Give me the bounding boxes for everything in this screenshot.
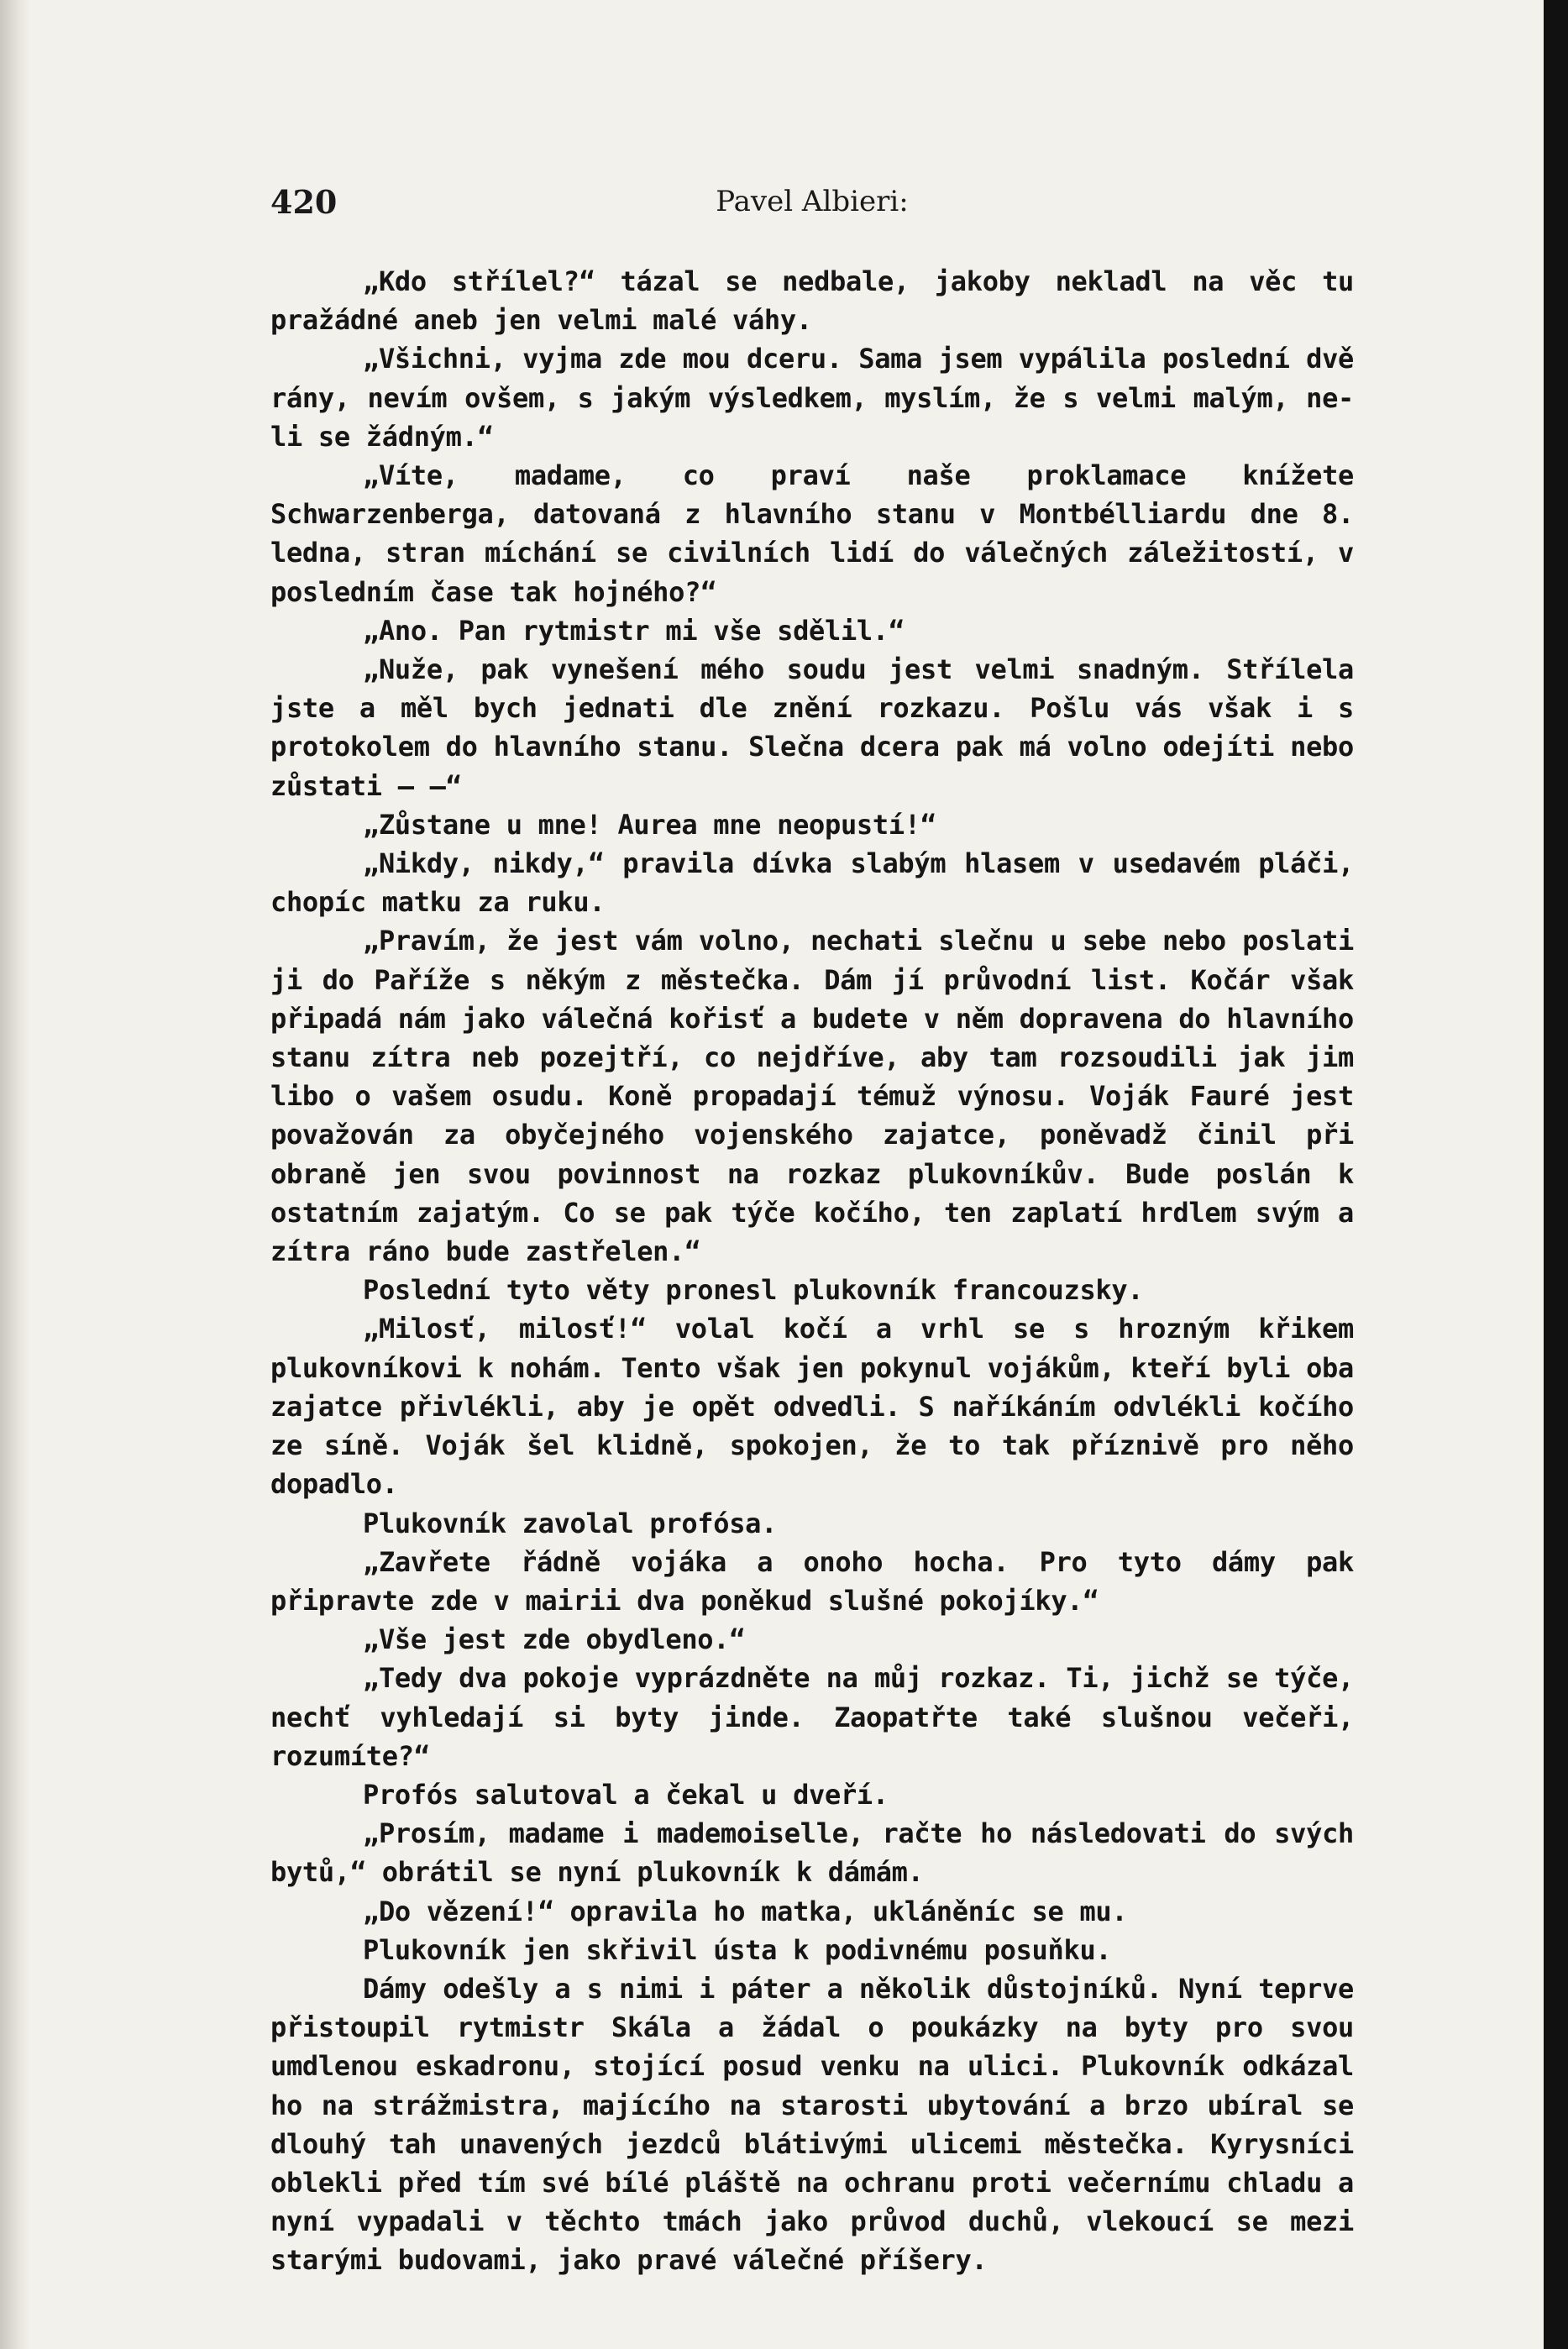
paragraph: Poslední tyto věty pronesl plukovník francouzsky. [363,1274,1144,1307]
paragraph: „Nuže, pak vynešení mého soudu jest velmi snadným. Střílela jste a měl bych jednati dle znění rozkazu. Pošlu vás však i s protokolem do hlavního stanu. Slečna dcera pak má volno odejíti nebo zůstati — —“ [270,653,1354,802]
paragraph: „Ano. Pan rytmistr mi vše sdělil.“ [363,614,905,647]
binding-shadow [0,0,30,2349]
paragraph: „Pravím, že jest vám volno, nechati slečnu u sebe nebo poslati ji do Paříže s někým z městečka. Dám jí průvodní list. Kočár však připadá nám jako válečná kořisť a budete v něm dopravena do hlavního stanu zítra neb pozejtří, co nejdříve, aby tam rozsoudili jak jim libo o vašem osudu. Koně propadají témuž výnosu. Voják Fauré jest považován za obyčejného vojenského zajatce, poněvadž činil při obraně jen svou povinnost na rozkaz plukovníkův. Bude poslán k ostatním zajatým. Co se pak týče kočího, ten zaplatí hrdlem svým a zítra ráno bude zastřelen.“ [270,925,1354,1268]
paragraph: „Kdo střílel?“ tázal se nedbale, jakoby nekladl na věc tu pražádné aneb jen velmi malé váhy. [270,265,1354,337]
paragraph: Profós salutoval a čekal u dveří. [363,1778,889,1811]
paragraph: „Všichni, vyjma zde mou dceru. Sama jsem vypálila poslední dvě rány, nevím ovšem, s jakým výsledkem, myslím, že s velmi malým, ne-li se žádným.“ [270,343,1354,453]
paragraph: „Milosť, milosť!“ volal kočí a vrhl se s hrozným křikem plukovníkovi k nohám. Tento však jen pokynul vojákům, kteří byli oba zajatce přivlékli, aby je opět odvedli. S naříkáním odvlékli kočího ze síně. Voják šel klidně, spokojen, že to tak příznivě pro něho dopadlo. [270,1313,1354,1501]
paragraph: „Víte, madame, co praví naše proklamace knížete Schwarzenberga, datovaná z hlavního stanu v Montbélliardu dne 8. ledna, stran míchání se civilních lidí do válečných záležitostí, v posledním čase tak hojného?“ [270,459,1354,608]
paragraph: „Tedy dva pokoje vyprázdněte na můj rozkaz. Ti, jichž se týče, nechť vyhledají si byty jinde. Zaopatřte také slušnou večeři, rozumíte?“ [270,1662,1354,1772]
paragraph: „Do vězení!“ opravila ho matka, ukláněníc se mu. [363,1895,1128,1927]
paragraph: Dámy odešly a s nimi i páter a několik důstojníků. Nyní teprve přistoupil rytmistr Skála a žádal o poukázky na byty pro svou umdlenou eskadronu, stojící posud venku na ulici. Plukovník odkázal ho na strážmistra, majícího na starosti ubytování a brzo ubíral se dlouhý tah unavených jezdců blátivými ulicemi městečka. Kyrysníci oblekli před tím své bílé pláště na ochranu proti večernímu chladu a nyní vypadali v těchto tmách jako průvod duchů, vlekoucí se mezi starými budovami, jako pravé válečné příšery. [270,1972,1354,2277]
paragraph: „Zůstane u mne! Aurea mne neopustí!“ [363,808,936,841]
paragraph: „Zavřete řádně vojáka a onoho hocha. Pro tyto dámy pak připravte zde v mairii dva poněkud slušné pokojíky.“ [270,1545,1354,1617]
paragraph: „Prosím, madame i mademoiselle, račte ho následovati do svých bytů,“ obrátil se nyní plukovník k dámám. [270,1817,1354,1889]
running-head: Pavel Albieri: [716,185,909,218]
page-header [270,183,1354,233]
page-number: 420 [270,183,338,221]
scan-edge [1544,0,1568,2349]
paragraph: Plukovník zavolal profósa. [363,1507,778,1539]
paragraph: „Vše jest zde obydleno.“ [363,1623,746,1656]
body-text [270,262,1354,2280]
paragraph: Plukovník jen skřivil ústa k podivnému posuňku. [363,1933,1112,1966]
paragraph: „Nikdy, nikdy,“ pravila dívka slabým hlasem v usedavém pláči, chopíc matku za ruku. [270,847,1354,919]
